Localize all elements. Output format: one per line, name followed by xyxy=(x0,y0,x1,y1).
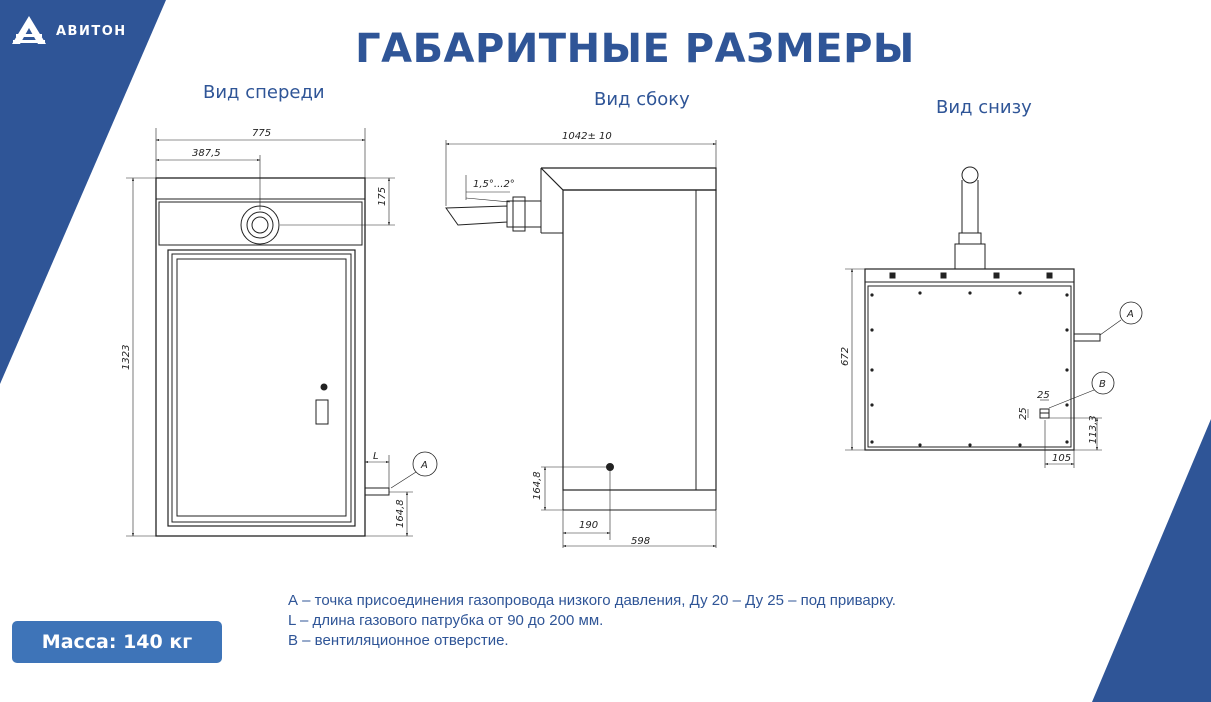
bottom-vent-height-dim: 25 xyxy=(1018,407,1029,420)
side-bottom-dim: 164,8 xyxy=(532,471,543,500)
front-point-a-label: A xyxy=(421,460,428,471)
front-half-width-dim: 387,5 xyxy=(192,148,221,159)
front-top-height-dim: 175 xyxy=(377,186,388,206)
note-b: В – вентиляционное отверстие. xyxy=(288,632,509,649)
front-width-dim: 775 xyxy=(252,128,272,139)
side-depth-dim: 598 xyxy=(631,536,651,547)
bottom-vent-y-dim: 113,3 xyxy=(1088,415,1099,444)
mass-badge: Масса: 140 кг xyxy=(12,621,222,663)
bottom-point-a-label: A xyxy=(1127,309,1134,320)
front-bottom-dim: 164,8 xyxy=(395,499,406,528)
side-view-drawing xyxy=(446,140,716,548)
side-slope-dim: 1,5°...2° xyxy=(473,179,515,190)
note-l: L – длина газового патрубка от 90 до 200 мм. xyxy=(288,612,604,629)
note-a: А – точка присоединения газопровода низкого давления, Ду 20 – Ду 25 – под приварку. xyxy=(288,592,896,609)
bottom-depth-dim: 672 xyxy=(840,346,851,366)
side-view-label: Вид сбоку xyxy=(594,89,690,110)
notes-block xyxy=(288,591,918,651)
front-view-drawing xyxy=(126,128,437,536)
front-L-dim: L xyxy=(373,451,379,462)
logo-text: АВИТОН xyxy=(56,23,127,39)
bottom-vent-x-dim: 105 xyxy=(1052,453,1072,464)
bottom-view-label: Вид снизу xyxy=(936,97,1032,118)
bottom-vent-width-dim: 25 xyxy=(1037,390,1050,401)
side-length-dim: 1042± 10 xyxy=(562,131,612,142)
bottom-view-rivets xyxy=(870,291,1068,446)
side-offset-dim: 190 xyxy=(579,520,599,531)
front-height-dim: 1323 xyxy=(121,344,132,370)
page-title: ГАБАРИТНЫЕ РАЗМЕРЫ xyxy=(355,26,915,72)
bottom-point-b-label: B xyxy=(1099,379,1106,390)
front-view-label: Вид спереди xyxy=(203,82,325,103)
